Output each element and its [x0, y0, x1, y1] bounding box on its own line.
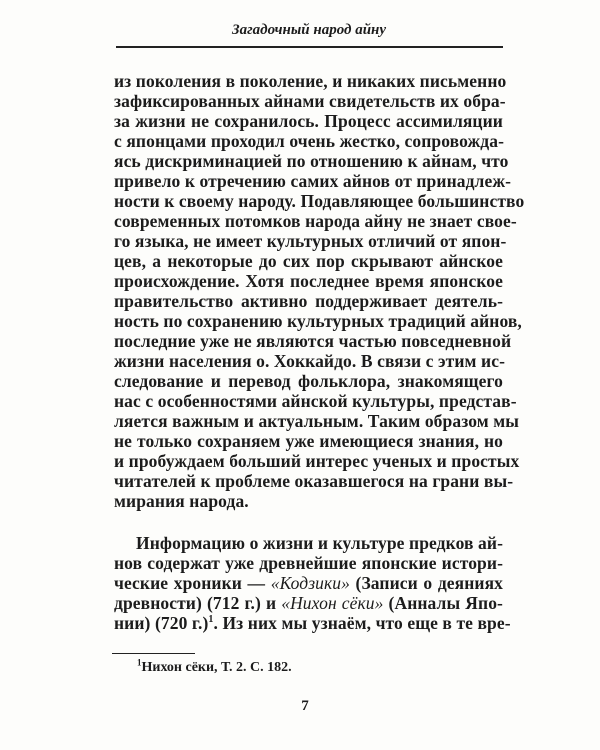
text-line: го языка, не имеет культурных отличий от япон- — [114, 231, 507, 251]
text-span: (Анналы Япо- — [383, 593, 503, 613]
text-line: ность по сохранению культурных традиций айнов, — [114, 311, 522, 331]
text-line: читателей к проблеме оказавшегося на грани вы- — [114, 471, 514, 491]
text-line: из поколения в поколение, и никаких письменно — [114, 71, 507, 91]
text-line: ляется важным и актуальным. Таким образом мы — [114, 411, 520, 431]
text-line: с японцами проходил очень жестко, сопровожда- — [114, 131, 505, 151]
text-line: жизни населения о. Хоккайдо. В связи с этим ис- — [114, 351, 506, 371]
footnote-text: Нихон сёки, Т. 2. С. 182. — [141, 660, 292, 675]
text-line — [114, 573, 503, 593]
text-span: . Из них мы узнаём, что еще в те вре- — [213, 613, 511, 633]
footnote-ref[interactable]: 1 — [208, 614, 214, 626]
footnote-marker: 1 — [137, 657, 142, 668]
text-line: цев, а некоторые до сих пор скрывают айнское — [114, 251, 503, 271]
paragraph-2 — [114, 533, 511, 633]
book-title-nihon-shoki: «Нихон сёки» — [281, 593, 384, 613]
text-line: не только сохраняем уже имеющиеся знания, но — [114, 431, 503, 451]
text-line: современных потомков народа айну не знает свое- — [114, 211, 517, 231]
text-span: (Записи о деяниях — [349, 573, 503, 593]
book-title-kojiki: «Кодзики» — [270, 573, 350, 593]
text-line: происхождение. Хотя последнее время японское — [114, 271, 503, 291]
text-span: ческие хроники — — [114, 573, 271, 593]
text-line: мирания народа. — [114, 491, 249, 511]
text-span: древности) (712 г.) и — [114, 593, 282, 613]
text-line: ясь дискриминацией по отношению к айнам, что — [114, 151, 509, 171]
running-header: Загадочный народ айну — [231, 22, 387, 38]
text-line: нов содержат уже древнейшие японские истори- — [114, 553, 503, 573]
paragraph-1 — [114, 71, 525, 511]
text-line: ности к своему народу. Подавляющее большинство — [114, 191, 525, 211]
text-line: нас с особенностями айнской культуры, представ- — [114, 391, 517, 411]
text-line: Информацию о жизни и культуре предков ай- — [136, 533, 503, 553]
footnote — [137, 657, 292, 676]
text-line: привело к отречению самих айнов от принадлеж- — [114, 171, 512, 191]
page-number: 7 — [301, 698, 309, 714]
text-line: следование и перевод фольклора, знакомящего — [114, 371, 503, 391]
text-line: зафиксированных айнами свидетельств их обра- — [114, 91, 506, 111]
text-line: и пробуждаем больший интерес ученых и простых — [114, 451, 520, 471]
text-line: за жизни не сохранилось. Процесс ассимиляции — [114, 111, 503, 131]
text-line: правительство активно поддерживает деятель- — [114, 291, 503, 311]
text-line — [114, 593, 503, 613]
footnote-rule — [112, 653, 195, 654]
text-line — [114, 613, 511, 633]
text-line: последние уже не являются частью повседневной — [114, 331, 512, 351]
text-span: нии) (720 г.) — [114, 613, 209, 633]
header-rule — [116, 46, 503, 48]
